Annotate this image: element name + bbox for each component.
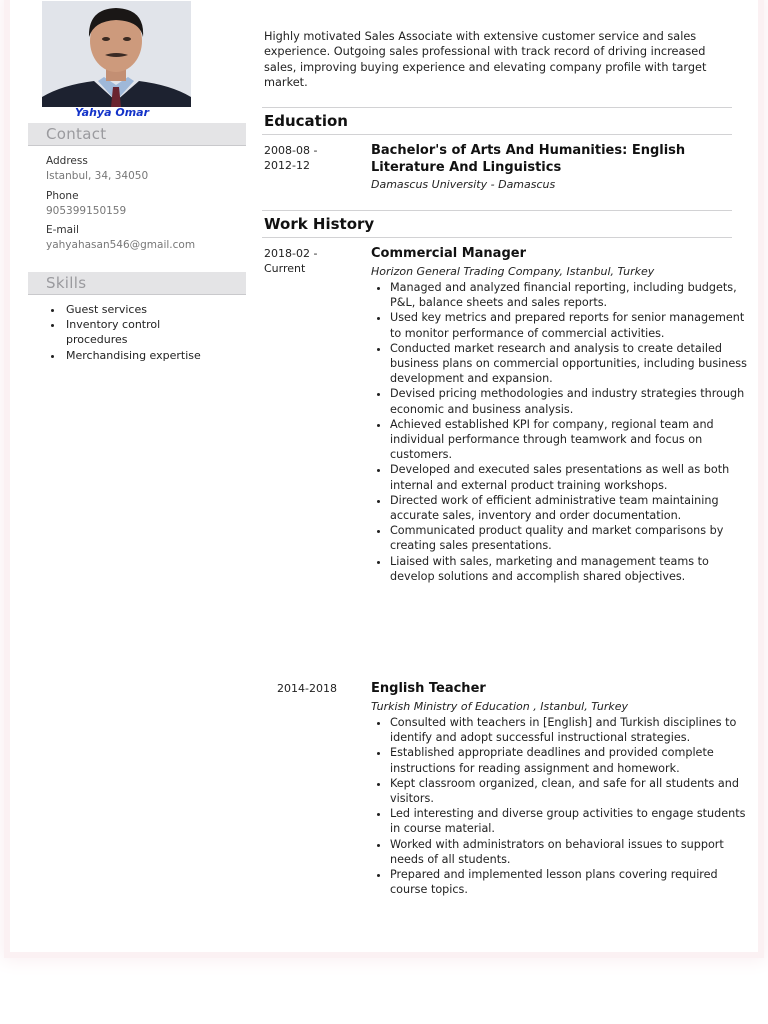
contact-header [28,123,246,146]
divider [262,107,732,108]
job-duty: • Prepared and implemented lesson plans covering required course topics. [390,867,750,897]
job-company: Turkish Ministry of Education , Istanbul, Turkey [371,700,628,713]
job-duty: • Devised pricing methodologies and industry strategies through economic and business analysis. [390,386,750,416]
address-label: Address [46,155,88,167]
job-duty: • Kept classroom organized, clean, and safe for all students and visitors. [390,776,750,806]
job-duty: • Developed and executed sales presentations as well as both internal and external product training workshops. [390,462,750,492]
job-duties-list [371,280,750,584]
job-duty: • Communicated product quality and market comparisons by creating sales presentations. [390,523,750,553]
job-company: Horizon General Trading Company, Istanbul, Turkey [371,265,655,278]
job-duty: • Liaised with sales, marketing and management teams to develop solutions and accomplish shared objectives. [390,554,750,584]
job-date-start: 2018-02 - [264,247,318,260]
job-duty: • Established appropriate deadlines and provided complete instructions for reading assignment and homework. [390,745,750,775]
job-title: English Teacher [371,681,486,696]
job-date-end: Current [264,262,306,275]
email-value[interactable]: yahyahasan546@gmail.com [46,239,196,251]
education-date-end: 2012-12 [264,159,310,172]
job-duties-list [371,715,750,897]
contact-heading: Contact [46,125,107,143]
degree-title: Bachelor's of Arts And Humanities: English Literature And Linguistics [371,143,686,175]
candidate-name: Yahya Omar [75,106,149,119]
divider [262,134,732,135]
skills-heading: Skills [46,274,87,292]
email-label: E-mail [46,224,79,236]
education-date-start: 2008-08 - [264,144,318,157]
divider [262,210,732,211]
skills-header [28,272,246,295]
job-duty: • Consulted with teachers in [English] and Turkish disciplines to identify and adopt successful instructional strategies. [390,715,750,745]
address-value: Istanbul, 34, 34050 [46,170,149,182]
job-date-range: 2014-2018 [277,682,337,695]
job-duty: • Managed and analyzed financial reporting, including budgets, P&L, balance sheets and sales reports. [390,280,750,310]
work-history-heading: Work History [264,215,375,233]
profile-photo [42,1,191,107]
job-duty: • Worked with administrators on behavioral issues to support needs of all students. [390,837,750,867]
job-title: Commercial Manager [371,246,526,261]
profile-summary: Highly motivated Sales Associate with extensive customer service and sales experience. Outgoing sales professional with track record of driving increased sales, improving buying experience and elevating company profile with target market. [264,30,707,89]
divider [262,237,732,238]
education-heading: Education [264,112,348,130]
phone-label: Phone [46,190,79,202]
job-duty: • Used key metrics and prepared reports for senior management to monitor performance of commercial activities. [390,310,750,340]
job-duty: • Achieved established KPI for company, regional team and individual performance through teamwork and focus on customers. [390,417,750,463]
job-duty: • Directed work of efficient administrative team maintaining accurate sales, inventory and order documentation. [390,493,750,523]
skills-list [46,302,254,363]
institution: Damascus University - Damascus [371,178,556,191]
job-duty: • Led interesting and diverse group activities to engage students in course material. [390,806,750,836]
skill-item: • Merchandising expertise [64,348,254,363]
phone-value: 905399150159 [46,205,127,217]
skill-item: • Guest services [64,302,254,317]
skill-item: • Inventory control procedures [64,317,186,347]
job-duty: • Conducted market research and analysis to create detailed business plans on commercial opportunities, including business development and expansion. [390,341,750,387]
